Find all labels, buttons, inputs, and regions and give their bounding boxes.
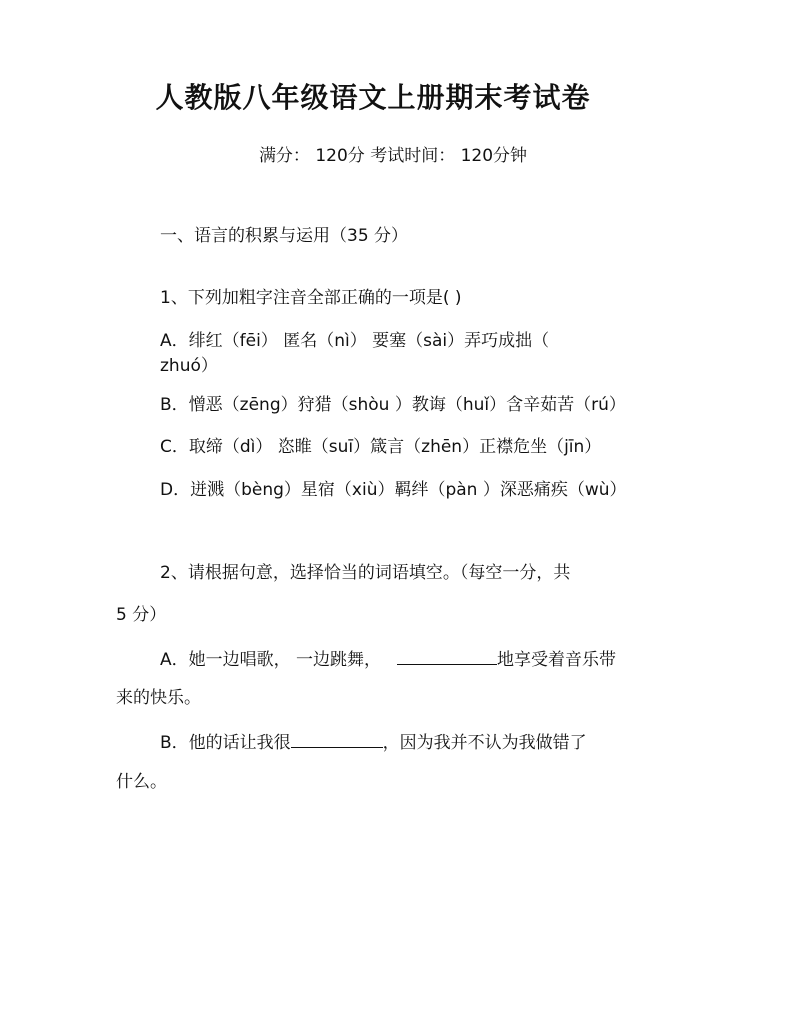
exam-info: 满分： 120分 考试时间： 120分钟 <box>258 146 528 166</box>
question-1-option-b: B．憎恶（zēng）狩猎（shòu ）教诲（huǐ）含辛茹苦（rú） <box>160 395 626 415</box>
answer-blank-b[interactable] <box>291 729 383 748</box>
question-2-stem-continued: 5 分） <box>116 605 167 625</box>
question-1-option-c: C．取缔（dì） 恣睢（suī）箴言（zhēn）正襟危坐（jīn） <box>160 437 602 457</box>
question-1-option-d: D．迸溅（bèng）星宿（xiù）羁绊（pàn ）深恶痛疾（wù） <box>160 480 627 500</box>
question-2-stem: 2、请根据句意，选择恰当的词语填空。（每空一分，共 <box>160 563 571 583</box>
question-1-option-a: A．绯红（fēi） 匿名（nì） 要塞（sài）弄巧成拙（ <box>160 331 550 351</box>
answer-blank-a[interactable] <box>397 646 497 665</box>
question-2-item-a <box>160 646 616 672</box>
question-1-option-a-continued: zhuó） <box>160 356 218 376</box>
section-heading: 一、语言的积累与运用（35 分） <box>160 226 409 246</box>
question-2-item-b <box>160 729 587 755</box>
item-b-text-after: ，因为我并不认为我做错了 <box>382 733 587 753</box>
item-a-text-after: 地享受着音乐带 <box>497 650 617 670</box>
question-2-item-b-continued: 什么。 <box>116 772 167 792</box>
question-2-item-a-continued: 来的快乐。 <box>116 688 201 708</box>
page-title: 人教版八年级语文上册期末考试卷 <box>155 81 591 114</box>
item-b-text-before: B．他的话让我很 <box>160 733 291 753</box>
item-a-text-before: A．她一边唱歌， 一边跳舞， <box>160 650 382 670</box>
question-1-stem: 1、下列加粗字注音全部正确的一项是( ) <box>160 288 462 308</box>
